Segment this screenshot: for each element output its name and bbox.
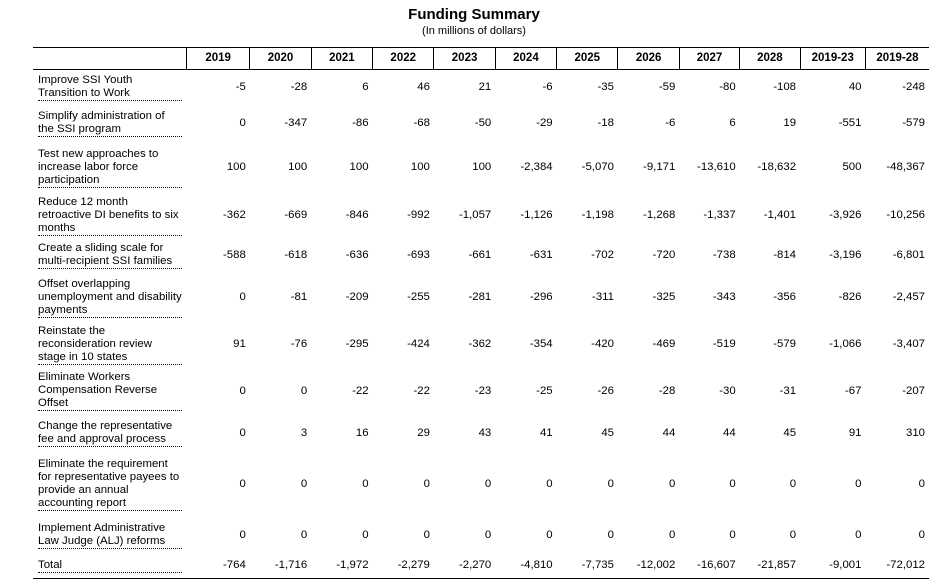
table-cell: -76 bbox=[290, 338, 308, 350]
table-cell: 100 bbox=[410, 161, 430, 173]
table-cell: 0 bbox=[300, 478, 308, 490]
table-cell: 29 bbox=[417, 427, 430, 439]
table-cell: 6 bbox=[362, 81, 369, 94]
table-row bbox=[33, 323, 929, 367]
table-cell: -296 bbox=[529, 291, 553, 303]
table-cell: -48,367 bbox=[886, 161, 925, 173]
table-cell: -207 bbox=[902, 384, 925, 397]
table-row bbox=[33, 367, 929, 416]
table-cell: -35 bbox=[597, 81, 614, 94]
table-cell: -31 bbox=[779, 384, 797, 397]
table-cell: -6 bbox=[665, 117, 676, 129]
table-cell: -30 bbox=[719, 384, 736, 397]
table-cell: 6 bbox=[729, 117, 736, 129]
table-row bbox=[33, 238, 929, 273]
column-header: 2024 bbox=[495, 48, 556, 70]
table-cell: -362 bbox=[468, 338, 492, 350]
row-label-text: Create a sliding scale for multi-recipient SSI families bbox=[38, 242, 182, 269]
table-cell: 0 bbox=[300, 384, 308, 397]
row-label-text: Offset overlapping unemployment and disability payments bbox=[38, 277, 182, 316]
table-cell: 3 bbox=[300, 427, 308, 439]
table-cell: 21 bbox=[478, 81, 492, 94]
table-cell: 45 bbox=[783, 427, 797, 439]
row-label-text: Improve SSI Youth Transition to Work bbox=[38, 74, 182, 101]
table-cell: -50 bbox=[474, 117, 492, 129]
row-label bbox=[33, 238, 186, 273]
table-cell: 0 bbox=[855, 529, 862, 541]
table-cell: -579 bbox=[773, 338, 797, 350]
table-title: Funding Summary bbox=[408, 6, 540, 23]
table-cell: 0 bbox=[729, 478, 736, 490]
table-cell: 0 bbox=[855, 478, 862, 490]
table-row bbox=[33, 416, 929, 452]
table-row bbox=[33, 194, 929, 238]
table-cell: -9,171 bbox=[643, 161, 676, 173]
header-row bbox=[33, 48, 929, 70]
table-row bbox=[33, 273, 929, 323]
table-cell: 41 bbox=[539, 427, 553, 439]
table-cell: -992 bbox=[407, 209, 430, 221]
table-cell: -1,126 bbox=[520, 209, 553, 221]
table-cell: -1,057 bbox=[458, 209, 492, 221]
table-cell: -255 bbox=[407, 291, 430, 303]
table-cell: -579 bbox=[902, 117, 925, 129]
table-subtitle: (In millions of dollars) bbox=[422, 25, 526, 37]
table-cell: -10,256 bbox=[886, 209, 925, 221]
column-header: 2025 bbox=[557, 48, 618, 70]
row-label-text: Implement Administrative Law Judge (ALJ) reforms bbox=[38, 522, 182, 549]
table-cell: 0 bbox=[918, 529, 925, 541]
table-cell: -281 bbox=[468, 291, 492, 303]
row-label bbox=[33, 452, 186, 518]
table-cell: -325 bbox=[652, 291, 676, 303]
table-cell: 0 bbox=[669, 529, 676, 541]
total-row bbox=[33, 554, 929, 579]
total-cell: -2,270 bbox=[434, 554, 495, 579]
table-cell: -826 bbox=[838, 291, 862, 303]
table-cell: 0 bbox=[239, 529, 246, 541]
total-label-text: Total bbox=[38, 559, 182, 573]
table-cell: 44 bbox=[723, 427, 736, 439]
table-cell: 0 bbox=[239, 478, 246, 490]
total-cell: -1,716 bbox=[250, 554, 311, 579]
column-header: 2021 bbox=[311, 48, 372, 70]
table-cell: -356 bbox=[773, 291, 797, 303]
table-cell: -23 bbox=[474, 384, 492, 397]
total-cell: -1,972 bbox=[311, 554, 372, 579]
table-cell: -343 bbox=[712, 291, 736, 303]
table-cell: 0 bbox=[789, 478, 797, 490]
table-cell: 100 bbox=[349, 161, 369, 173]
total-cell: -4,810 bbox=[495, 554, 556, 579]
table-cell: 0 bbox=[669, 478, 676, 490]
row-label bbox=[33, 323, 186, 367]
table-cell: -311 bbox=[592, 291, 614, 303]
row-label bbox=[33, 142, 186, 194]
table-cell: -2,384 bbox=[520, 161, 553, 173]
table-cell: -631 bbox=[529, 248, 553, 261]
table-cell: -1,268 bbox=[643, 209, 676, 221]
table-cell: -28 bbox=[658, 384, 676, 397]
table-cell: -661 bbox=[468, 248, 492, 261]
table-cell: 44 bbox=[662, 427, 676, 439]
row-label bbox=[33, 518, 186, 554]
table-cell: -295 bbox=[345, 338, 369, 350]
table-cell: -18,632 bbox=[757, 161, 797, 173]
table-cell: -5 bbox=[235, 81, 246, 94]
table-cell: 0 bbox=[239, 291, 246, 303]
table-cell: 0 bbox=[484, 478, 492, 490]
table-cell: -68 bbox=[413, 117, 430, 129]
table-cell: 46 bbox=[417, 81, 430, 94]
total-cell: -16,607 bbox=[679, 554, 739, 579]
table-cell: -720 bbox=[652, 248, 676, 261]
table-cell: 91 bbox=[848, 427, 862, 439]
table-cell: 0 bbox=[423, 478, 430, 490]
table-cell: -6 bbox=[542, 81, 553, 94]
column-header: 2027 bbox=[679, 48, 739, 70]
table-cell: -702 bbox=[591, 248, 614, 261]
table-row bbox=[33, 452, 929, 518]
table-cell: 91 bbox=[233, 338, 246, 350]
table-cell: 0 bbox=[607, 529, 614, 541]
table-cell: -420 bbox=[591, 338, 614, 350]
table-cell: -26 bbox=[597, 384, 614, 397]
table-cell: 0 bbox=[729, 529, 736, 541]
table-cell: -1,337 bbox=[703, 209, 736, 221]
table-cell: -636 bbox=[345, 248, 369, 261]
table-cell: 19 bbox=[783, 117, 797, 129]
row-label-text: Test new approaches to increase labor force participation bbox=[38, 148, 182, 188]
row-label-text: Reinstate the reconsideration review stage in 10 states bbox=[38, 325, 182, 365]
table-cell: -738 bbox=[712, 248, 736, 261]
table-cell: -5,070 bbox=[581, 161, 614, 173]
table-cell: -551 bbox=[838, 117, 862, 129]
header-label-cell bbox=[33, 48, 186, 70]
total-cell: -7,735 bbox=[557, 554, 618, 579]
table-cell: -1,198 bbox=[581, 209, 614, 221]
table-cell: -1,066 bbox=[829, 338, 862, 350]
table-cell: 0 bbox=[918, 478, 925, 490]
table-cell: 16 bbox=[355, 427, 369, 439]
table-cell: -814 bbox=[773, 248, 797, 261]
column-header: 2020 bbox=[250, 48, 311, 70]
table-cell: -248 bbox=[902, 81, 925, 94]
total-cell: -9,001 bbox=[800, 554, 865, 579]
table-body bbox=[33, 70, 929, 554]
table-cell: 0 bbox=[300, 529, 308, 541]
table-cell: 0 bbox=[239, 427, 246, 439]
table-cell: -209 bbox=[345, 291, 369, 303]
table-cell: 45 bbox=[601, 427, 614, 439]
table-cell: -347 bbox=[284, 117, 308, 129]
table-cell: 100 bbox=[288, 161, 308, 173]
table-cell: 0 bbox=[362, 529, 369, 541]
column-header: 2019 bbox=[186, 48, 249, 70]
table-cell: -3,407 bbox=[892, 338, 925, 350]
table-cell: -618 bbox=[284, 248, 308, 261]
table-cell: -469 bbox=[652, 338, 676, 350]
table-cell: 0 bbox=[546, 478, 553, 490]
table-cell: 40 bbox=[848, 81, 862, 94]
row-label bbox=[33, 273, 186, 323]
table-cell: -424 bbox=[407, 338, 430, 350]
table-cell: -519 bbox=[712, 338, 736, 350]
row-label-text: Eliminate the requirement for representative payees to provide an annual accounting report bbox=[38, 458, 182, 511]
table-cell: -2,457 bbox=[892, 291, 925, 303]
total-cell: -2,279 bbox=[373, 554, 434, 579]
table-cell: 0 bbox=[484, 529, 492, 541]
table-cell: -22 bbox=[352, 384, 369, 397]
column-header: 2026 bbox=[618, 48, 679, 70]
table-cell: 500 bbox=[842, 161, 862, 173]
table-cell: -13,610 bbox=[697, 161, 736, 173]
total-cell: -21,857 bbox=[740, 554, 800, 579]
row-label bbox=[33, 367, 186, 416]
table-cell: -1,401 bbox=[763, 209, 797, 221]
total-cell: -72,012 bbox=[865, 554, 929, 579]
row-label bbox=[33, 194, 186, 238]
table-cell: -846 bbox=[345, 209, 369, 221]
row-label-text: Change the representative fee and approval process bbox=[38, 420, 182, 447]
table-cell: 310 bbox=[905, 427, 925, 439]
table-cell: 43 bbox=[478, 427, 492, 439]
table-cell: -3,926 bbox=[829, 209, 862, 221]
table-cell: -25 bbox=[536, 384, 553, 397]
table-cell: -108 bbox=[773, 81, 797, 94]
table-cell: -80 bbox=[719, 81, 736, 94]
table-cell: -67 bbox=[845, 384, 862, 397]
funding-summary-table bbox=[33, 47, 929, 579]
table-cell: 0 bbox=[789, 529, 797, 541]
table-cell: -29 bbox=[536, 117, 553, 129]
table-cell: -59 bbox=[658, 81, 676, 94]
column-header: 2023 bbox=[434, 48, 495, 70]
table-cell: -354 bbox=[529, 338, 553, 350]
row-label-text: Reduce 12 month retroactive DI benefits to six months bbox=[38, 196, 182, 236]
table-cell: -18 bbox=[597, 117, 614, 129]
table-cell: -81 bbox=[290, 291, 308, 303]
table-cell: 0 bbox=[239, 384, 246, 397]
column-header: 2019-23 bbox=[800, 48, 865, 70]
row-label-text: Simplify administration of the SSI program bbox=[38, 110, 182, 137]
row-label bbox=[33, 416, 186, 452]
row-label-text: Eliminate Workers Compensation Reverse Offset bbox=[38, 371, 182, 411]
table-cell: -362 bbox=[223, 209, 246, 221]
table-cell: 0 bbox=[546, 529, 553, 541]
column-header: 2022 bbox=[373, 48, 434, 70]
table-cell: -669 bbox=[284, 209, 308, 221]
table-cell: 0 bbox=[423, 529, 430, 541]
table-row bbox=[33, 142, 929, 194]
table-cell: -693 bbox=[407, 248, 430, 261]
table-cell: 100 bbox=[472, 161, 492, 173]
table-cell: -588 bbox=[223, 248, 246, 261]
table-cell: -6,801 bbox=[892, 248, 925, 261]
column-header: 2028 bbox=[740, 48, 800, 70]
total-label bbox=[33, 554, 186, 579]
table-cell: -22 bbox=[413, 384, 430, 397]
table-cell: -28 bbox=[290, 81, 308, 94]
table-cell: 0 bbox=[607, 478, 614, 490]
table-cell: 100 bbox=[226, 161, 246, 173]
table-row bbox=[33, 106, 929, 142]
table-cell: -3,196 bbox=[829, 248, 862, 261]
column-header: 2019-28 bbox=[865, 48, 929, 70]
total-cell: -12,002 bbox=[618, 554, 679, 579]
table-cell: -86 bbox=[352, 117, 369, 129]
table-cell: 0 bbox=[239, 117, 246, 129]
row-label bbox=[33, 106, 186, 142]
table-row bbox=[33, 518, 929, 554]
table-cell: 0 bbox=[362, 478, 369, 490]
row-label bbox=[33, 70, 186, 106]
table-row bbox=[33, 70, 929, 106]
total-cell: -764 bbox=[186, 554, 249, 579]
